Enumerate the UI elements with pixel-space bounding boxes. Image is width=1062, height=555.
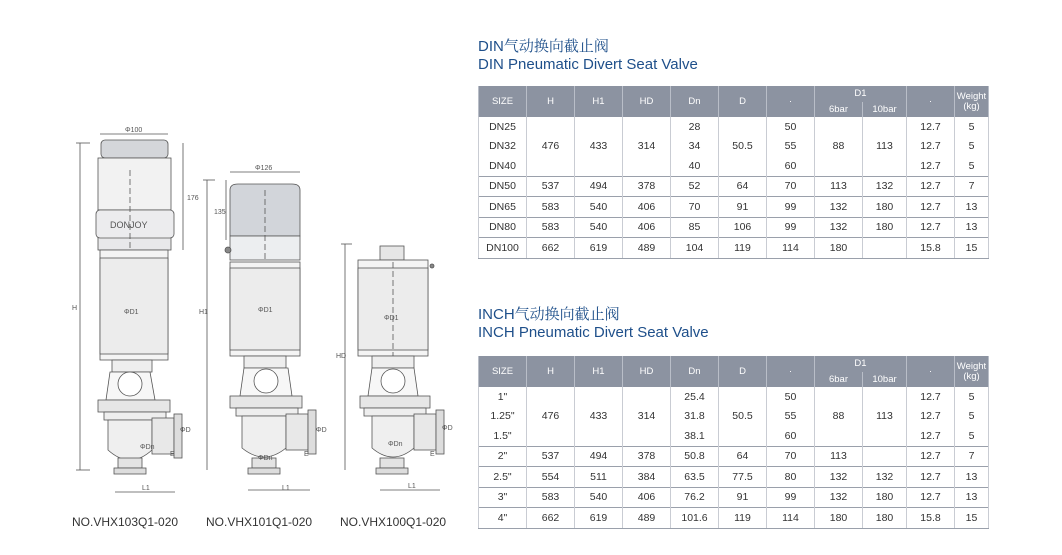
din-table-body xyxy=(479,117,989,258)
col-dn: Dn xyxy=(671,86,719,117)
hd-cell: 378 xyxy=(623,176,671,197)
size-cell: 2" xyxy=(479,446,527,467)
valve-2-drawing xyxy=(203,172,316,490)
size-cell: DN100 xyxy=(479,238,527,259)
size-cell: 1" xyxy=(479,387,527,407)
h1-cell: 433 xyxy=(575,387,623,446)
d1-6bar-cell: 113 xyxy=(815,446,863,467)
c-cell: 70 xyxy=(767,446,815,467)
size-cell: DN65 xyxy=(479,197,527,218)
h-cell: 583 xyxy=(527,487,575,508)
dn-cell: 28 xyxy=(671,117,719,137)
dn-cell: 85 xyxy=(671,217,719,238)
size-cell: 1.5" xyxy=(479,426,527,446)
din-section-title xyxy=(478,38,698,74)
size-cell: DN25 xyxy=(479,117,527,137)
hd-cell: 378 xyxy=(623,446,671,467)
dim-d1-label-3: ΦD1 xyxy=(384,315,399,322)
d1-6bar-cell: 132 xyxy=(815,487,863,508)
weight-cell: 13 xyxy=(955,197,989,218)
h1-cell: 619 xyxy=(575,508,623,529)
inch-section-title xyxy=(478,306,709,342)
e-cell: 12.7 xyxy=(907,446,955,467)
dn-cell: 38.1 xyxy=(671,426,719,446)
d1-6bar-cell: 132 xyxy=(815,217,863,238)
h-cell: 662 xyxy=(527,238,575,259)
c-cell: 60 xyxy=(767,156,815,176)
hd-cell: 406 xyxy=(623,217,671,238)
dim-l1-label-2: L1 xyxy=(282,485,290,492)
h1-cell: 540 xyxy=(575,197,623,218)
table-row xyxy=(479,238,989,259)
d1-10bar-cell: 132 xyxy=(863,176,907,197)
h-cell: 537 xyxy=(527,176,575,197)
d1-10bar-cell: 132 xyxy=(863,467,907,488)
d1-10bar-cell: 180 xyxy=(863,197,907,218)
d-cell: 91 xyxy=(719,197,767,218)
e-cell: 12.7 xyxy=(907,197,955,218)
weight-cell: 5 xyxy=(955,426,989,446)
col-blank-2: · xyxy=(907,356,955,387)
hd-cell: 406 xyxy=(623,197,671,218)
weight-cell: 5 xyxy=(955,137,989,157)
weight-cell: 13 xyxy=(955,487,989,508)
col-6bar: 6bar xyxy=(815,372,863,388)
table-row xyxy=(479,176,989,197)
col-h: H xyxy=(527,356,575,387)
col-blank-2: · xyxy=(907,86,955,117)
d1-10bar-cell: 113 xyxy=(863,387,907,446)
c-cell: 99 xyxy=(767,197,815,218)
dn-cell: 50.8 xyxy=(671,446,719,467)
dim-176-label: 176 xyxy=(187,195,199,202)
e-cell: 12.7 xyxy=(907,387,955,407)
d-cell: 64 xyxy=(719,176,767,197)
dim-e-label-2: E xyxy=(304,451,309,458)
e-cell: 15.8 xyxy=(907,508,955,529)
h1-cell: 433 xyxy=(575,117,623,176)
col-h1: H1 xyxy=(575,86,623,117)
d-cell: 119 xyxy=(719,238,767,259)
d-cell: 91 xyxy=(719,487,767,508)
dn-cell: 63.5 xyxy=(671,467,719,488)
h-cell: 537 xyxy=(527,446,575,467)
dim-h1-label: H1 xyxy=(199,309,208,316)
din-title-en: DIN Pneumatic Divert Seat Valve xyxy=(478,56,698,73)
weight-cell: 5 xyxy=(955,387,989,407)
h-cell: 554 xyxy=(527,467,575,488)
model-number-2: NO.VHX101Q1-020 xyxy=(206,515,313,529)
c-cell: 114 xyxy=(767,238,815,259)
d1-10bar-cell: 180 xyxy=(863,217,907,238)
col-size: SIZE xyxy=(479,86,527,117)
e-cell: 12.7 xyxy=(907,426,955,446)
col-10bar: 10bar xyxy=(863,372,907,388)
table-row xyxy=(479,117,989,137)
weight-cell: 13 xyxy=(955,217,989,238)
c-cell: 55 xyxy=(767,407,815,427)
e-cell: 15.8 xyxy=(907,238,955,259)
col-hd: HD xyxy=(623,356,671,387)
c-cell: 80 xyxy=(767,467,815,488)
dn-cell: 34 xyxy=(671,137,719,157)
weight-cell: 13 xyxy=(955,467,989,488)
dn-cell: 104 xyxy=(671,238,719,259)
d1-10bar-cell: 180 xyxy=(863,487,907,508)
din-spec-table xyxy=(478,86,989,259)
c-cell: 70 xyxy=(767,176,815,197)
c-cell: 99 xyxy=(767,217,815,238)
dim-d1-label-2: ΦD1 xyxy=(258,307,273,314)
d1-6bar-cell: 88 xyxy=(815,117,863,176)
dim-hd-label: HD xyxy=(336,353,347,360)
inch-title-cn: INCH气动换向截止阀 xyxy=(478,306,620,323)
d1-6bar-cell: 113 xyxy=(815,176,863,197)
dim-d-label-2: ΦD xyxy=(316,427,327,434)
table-row xyxy=(479,446,989,467)
size-cell: 1.25" xyxy=(479,407,527,427)
dn-cell: 52 xyxy=(671,176,719,197)
size-cell: 2.5" xyxy=(479,467,527,488)
col-10bar: 10bar xyxy=(863,102,907,118)
dim-h-label: H xyxy=(72,305,78,312)
dn-cell: 101.6 xyxy=(671,508,719,529)
table-row xyxy=(479,387,989,407)
col-h: H xyxy=(527,86,575,117)
inch-title-en: INCH Pneumatic Divert Seat Valve xyxy=(478,324,709,341)
h-cell: 476 xyxy=(527,387,575,446)
weight-cell: 7 xyxy=(955,446,989,467)
model-number-1: NO.VHX103Q1-020 xyxy=(72,515,179,529)
dim-d-label-1: ΦD xyxy=(180,427,191,434)
col-d1: D1 xyxy=(815,356,907,372)
h1-cell: 494 xyxy=(575,446,623,467)
weight-cell: 5 xyxy=(955,156,989,176)
c-cell: 114 xyxy=(767,508,815,529)
d-cell: 106 xyxy=(719,217,767,238)
e-cell: 12.7 xyxy=(907,217,955,238)
size-cell: DN32 xyxy=(479,137,527,157)
dim-dn-label-1: ΦDn xyxy=(140,444,155,451)
valve-3-drawing xyxy=(341,244,444,490)
d1-10bar-cell: 180 xyxy=(863,508,907,529)
dn-cell: 25.4 xyxy=(671,387,719,407)
d-cell: 50.5 xyxy=(719,387,767,446)
col-hd: HD xyxy=(623,86,671,117)
d-cell: 64 xyxy=(719,446,767,467)
dn-cell: 70 xyxy=(671,197,719,218)
d1-10bar-cell xyxy=(863,238,907,259)
din-title-cn: DIN气动换向截止阀 xyxy=(478,38,609,55)
col-d: D xyxy=(719,86,767,117)
table-row xyxy=(479,487,989,508)
h1-cell: 511 xyxy=(575,467,623,488)
e-cell: 12.7 xyxy=(907,176,955,197)
size-cell: DN40 xyxy=(479,156,527,176)
d1-6bar-cell: 132 xyxy=(815,467,863,488)
h-cell: 583 xyxy=(527,197,575,218)
d1-10bar-cell xyxy=(863,446,907,467)
inch-table-body xyxy=(479,387,989,528)
c-cell: 99 xyxy=(767,487,815,508)
c-cell: 60 xyxy=(767,426,815,446)
e-cell: 12.7 xyxy=(907,137,955,157)
d1-6bar-cell: 132 xyxy=(815,197,863,218)
hd-cell: 314 xyxy=(623,117,671,176)
table-row xyxy=(479,467,989,488)
weight-cell: 5 xyxy=(955,117,989,137)
d-cell: 119 xyxy=(719,508,767,529)
col-h1: H1 xyxy=(575,356,623,387)
col-blank-1: · xyxy=(767,86,815,117)
h-cell: 583 xyxy=(527,217,575,238)
e-cell: 12.7 xyxy=(907,487,955,508)
dim-l1-label-1: L1 xyxy=(142,485,150,492)
d-cell: 50.5 xyxy=(719,117,767,176)
valve-drawings xyxy=(0,0,470,550)
dim-l1-label-3: L1 xyxy=(408,483,416,490)
dn-cell: 76.2 xyxy=(671,487,719,508)
inch-spec-table xyxy=(478,356,989,529)
d1-6bar-cell: 180 xyxy=(815,238,863,259)
col-weight: Weight (kg) xyxy=(955,356,989,387)
hd-cell: 384 xyxy=(623,467,671,488)
dim-dn-label-3: ΦDn xyxy=(388,441,403,448)
dn-cell: 31.8 xyxy=(671,407,719,427)
dim-e-label-3: E xyxy=(430,451,435,458)
weight-cell: 15 xyxy=(955,508,989,529)
e-cell: 12.7 xyxy=(907,467,955,488)
table-row xyxy=(479,508,989,529)
weight-cell: 7 xyxy=(955,176,989,197)
h-cell: 662 xyxy=(527,508,575,529)
size-cell: DN50 xyxy=(479,176,527,197)
col-d1: D1 xyxy=(815,86,907,102)
hd-cell: 489 xyxy=(623,508,671,529)
c-cell: 55 xyxy=(767,137,815,157)
size-cell: DN80 xyxy=(479,217,527,238)
h1-cell: 540 xyxy=(575,487,623,508)
dim-135-label: 135 xyxy=(214,209,226,216)
donjoy-logo: DONJOY xyxy=(110,220,148,230)
h1-cell: 494 xyxy=(575,176,623,197)
col-size: SIZE xyxy=(479,356,527,387)
h1-cell: 619 xyxy=(575,238,623,259)
dim-d-label-3: ΦD xyxy=(442,425,453,432)
d1-6bar-cell: 180 xyxy=(815,508,863,529)
col-weight: Weight (kg) xyxy=(955,86,989,117)
e-cell: 12.7 xyxy=(907,156,955,176)
dim-dn-label-2: ΦDn xyxy=(258,455,273,462)
d1-10bar-cell: 113 xyxy=(863,117,907,176)
dim-d126-label: Φ126 xyxy=(255,165,273,172)
e-cell: 12.7 xyxy=(907,407,955,427)
e-cell: 12.7 xyxy=(907,117,955,137)
d-cell: 77.5 xyxy=(719,467,767,488)
d1-6bar-cell: 88 xyxy=(815,387,863,446)
size-cell: 4" xyxy=(479,508,527,529)
hd-cell: 314 xyxy=(623,387,671,446)
h1-cell: 540 xyxy=(575,217,623,238)
dim-d100-label: Φ100 xyxy=(125,127,143,134)
dn-cell: 40 xyxy=(671,156,719,176)
h-cell: 476 xyxy=(527,117,575,176)
model-number-3: NO.VHX100Q1-020 xyxy=(340,515,447,529)
weight-cell: 5 xyxy=(955,407,989,427)
col-6bar: 6bar xyxy=(815,102,863,118)
dim-e-label-1: E xyxy=(170,451,175,458)
table-row xyxy=(479,217,989,238)
hd-cell: 406 xyxy=(623,487,671,508)
dim-d1-label-1: ΦD1 xyxy=(124,309,139,316)
c-cell: 50 xyxy=(767,387,815,407)
size-cell: 3" xyxy=(479,487,527,508)
weight-cell: 15 xyxy=(955,238,989,259)
col-dn: Dn xyxy=(671,356,719,387)
table-row xyxy=(479,197,989,218)
valve-technical-drawings xyxy=(0,0,470,550)
col-d: D xyxy=(719,356,767,387)
col-blank-1: · xyxy=(767,356,815,387)
c-cell: 50 xyxy=(767,117,815,137)
hd-cell: 489 xyxy=(623,238,671,259)
